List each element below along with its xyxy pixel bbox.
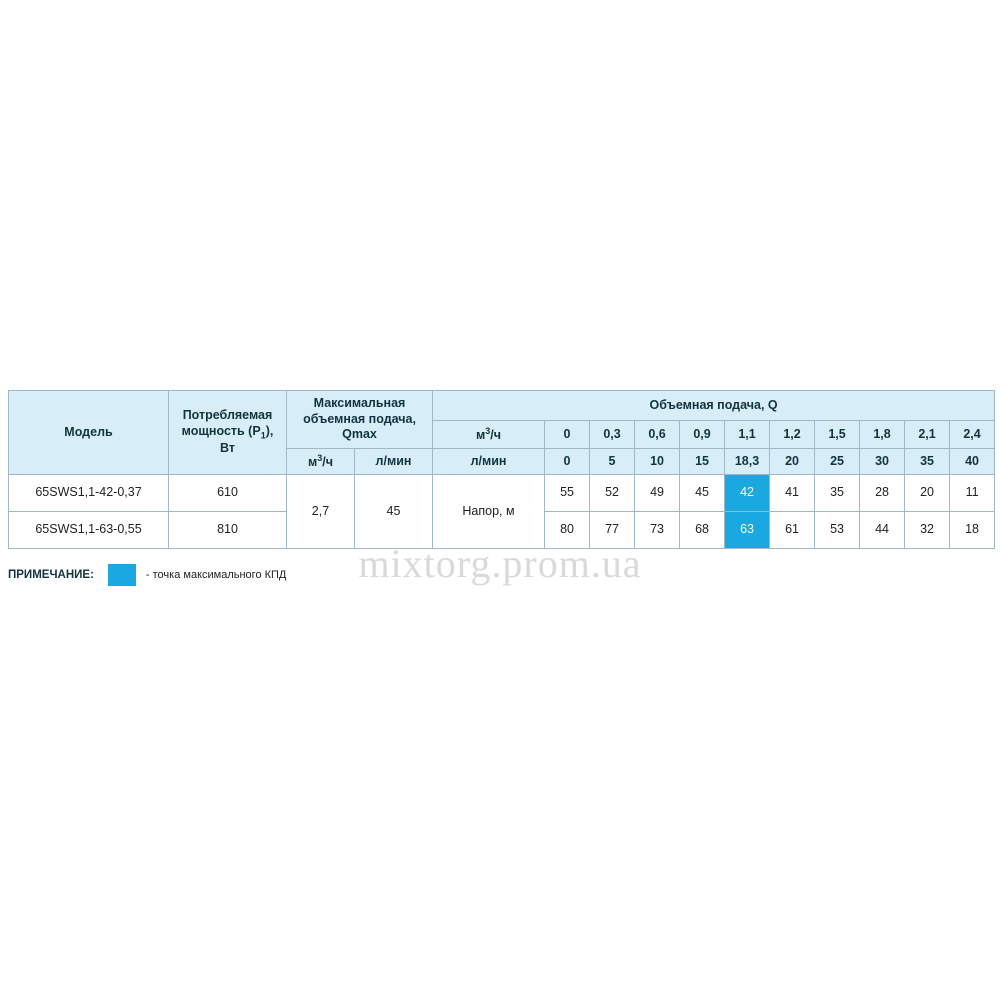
row-0-model: 65SWS1,1-42-0,37 [9,475,169,512]
row-0-value-3: 45 [680,475,725,512]
napor-label: Напор, м [433,475,545,549]
header-power [169,391,287,475]
q-m3h-7: 1,8 [860,421,905,449]
row-0-power: 610 [169,475,287,512]
header-unit-m3h-sup: 3 [485,425,491,436]
q-lmin-0: 0 [545,449,590,475]
row-1-value-9: 18 [950,512,995,549]
header-qmax-line3: Qmax [342,427,377,442]
row-0-value-9: 11 [950,475,995,512]
note-label: ПРИМЕЧАНИЕ: [8,569,94,581]
q-m3h-0: 0 [545,421,590,449]
q-lmin-5: 20 [770,449,815,475]
row-0-value-0: 55 [545,475,590,512]
row-0-value-8: 20 [905,475,950,512]
header-qmax-unit-m3h [287,449,355,475]
note-text: - точка максимального КПД [145,569,287,581]
row-1-value-0: 80 [545,512,590,549]
row-1-value-1: 77 [590,512,635,549]
header-power-line3: ), [265,423,274,438]
header-unit-m3h-pre: м [476,427,486,442]
header-power-line4: Вт [220,441,235,456]
header-qmax-unit-m3h-post: /ч [322,454,333,469]
q-lmin-6: 25 [815,449,860,475]
row-1-value-3: 68 [680,512,725,549]
q-m3h-9: 2,4 [950,421,995,449]
q-m3h-6: 1,5 [815,421,860,449]
row-0-value-6: 35 [815,475,860,512]
q-m3h-1: 0,3 [590,421,635,449]
row-0-value-2: 49 [635,475,680,512]
peak-efficiency-color-swatch [108,564,136,586]
row-1-value-8: 32 [905,512,950,549]
header-unit-m3h [433,421,545,449]
q-lmin-2: 10 [635,449,680,475]
q-lmin-4: 18,3 [725,449,770,475]
header-qmax-line2: объемная подача, [303,411,416,426]
q-m3h-5: 1,2 [770,421,815,449]
q-m3h-3: 0,9 [680,421,725,449]
row-1-value-4-peak-efficiency: 63 [725,512,770,549]
row-0-value-4-peak-efficiency: 42 [725,475,770,512]
q-lmin-9: 40 [950,449,995,475]
header-qmax-unit-m3h-sup: 3 [317,452,323,463]
legend-note [8,560,286,590]
header-unit-m3h-post: /ч [490,427,502,442]
header-model: Модель [9,391,169,475]
table-row [9,475,995,512]
qmax-lmin-value: 45 [355,475,433,549]
row-0-value-1: 52 [590,475,635,512]
header-unit-lmin: л/мин [433,449,545,475]
header-qmax-line1: Максимальная [313,396,406,411]
watermark: mixtorg.prom.ua [358,541,642,586]
header-power-line1: Потребляемая [182,408,273,422]
header-qmax-unit-m3h-pre: м [308,454,318,469]
row-1-power: 810 [169,512,287,549]
row-1-value-2: 73 [635,512,680,549]
q-lmin-7: 30 [860,449,905,475]
q-lmin-1: 5 [590,449,635,475]
table-header-row-1 [9,391,995,421]
q-m3h-8: 2,1 [905,421,950,449]
q-lmin-3: 15 [680,449,725,475]
q-m3h-2: 0,6 [635,421,680,449]
row-1-value-6: 53 [815,512,860,549]
q-m3h-4: 1,1 [725,421,770,449]
specification-table-container [8,390,992,549]
q-lmin-8: 35 [905,449,950,475]
header-power-subscript: 1 [260,430,266,441]
header-volume-flow-group: Объемная подача, Q [433,391,995,421]
row-1-value-5: 61 [770,512,815,549]
header-qmax [287,391,433,449]
row-1-value-7: 44 [860,512,905,549]
row-0-value-5: 41 [770,475,815,512]
header-qmax-unit-lmin: л/мин [355,449,433,475]
row-0-value-7: 28 [860,475,905,512]
pump-specification-table [8,390,995,549]
row-1-model: 65SWS1,1-63-0,55 [9,512,169,549]
qmax-m3h-value: 2,7 [287,475,355,549]
header-power-line2: мощность (P [181,423,261,438]
